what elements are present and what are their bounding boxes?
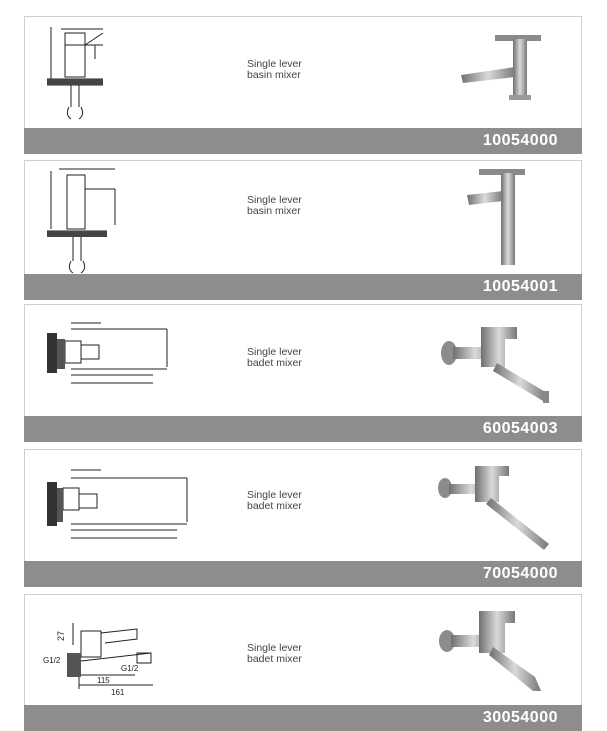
faucet-photo — [453, 27, 563, 103]
technical-drawing — [41, 464, 201, 544]
product-code: 30054000 — [482, 709, 558, 726]
product-line2: badet mixer — [247, 357, 302, 369]
faucet-photo — [435, 319, 559, 407]
faucet-photo — [435, 607, 555, 697]
product-card — [24, 304, 582, 442]
product-line2: badet mixer — [247, 500, 302, 512]
technical-drawing — [41, 23, 121, 127]
product-line2: basin mixer — [247, 205, 301, 217]
product-card — [24, 594, 582, 731]
code-bar — [24, 416, 582, 442]
dimension-label: 115 — [97, 676, 110, 685]
faucet-photo — [461, 165, 533, 269]
product-line2: badet mixer — [247, 653, 302, 665]
dimension-label: 161 — [111, 688, 125, 697]
technical-drawing — [41, 319, 191, 399]
dimension-label: G1/2 — [121, 664, 139, 673]
technical-drawing — [41, 613, 171, 699]
dimension-label: 27 — [56, 630, 66, 641]
product-line1: Single lever — [247, 346, 302, 358]
dimension-label: G1/2 — [43, 656, 61, 665]
code-bar — [24, 561, 582, 587]
product-card — [24, 16, 582, 154]
product-line2: basin mixer — [247, 69, 301, 81]
faucet-photo — [433, 462, 557, 556]
code-bar — [24, 705, 582, 731]
technical-drawing — [41, 165, 125, 275]
product-code: 10054001 — [482, 278, 558, 295]
product-line1: Single lever — [247, 489, 302, 501]
product-line1: Single lever — [247, 642, 302, 654]
product-line1: Single lever — [247, 194, 302, 206]
product-code: 60054003 — [482, 420, 558, 437]
product-card — [24, 449, 582, 587]
code-bar — [24, 128, 582, 154]
product-code: 10054000 — [482, 132, 558, 149]
code-bar — [24, 274, 582, 300]
product-line1: Single lever — [247, 58, 302, 70]
product-card — [24, 160, 582, 300]
product-code: 70054000 — [482, 565, 558, 582]
